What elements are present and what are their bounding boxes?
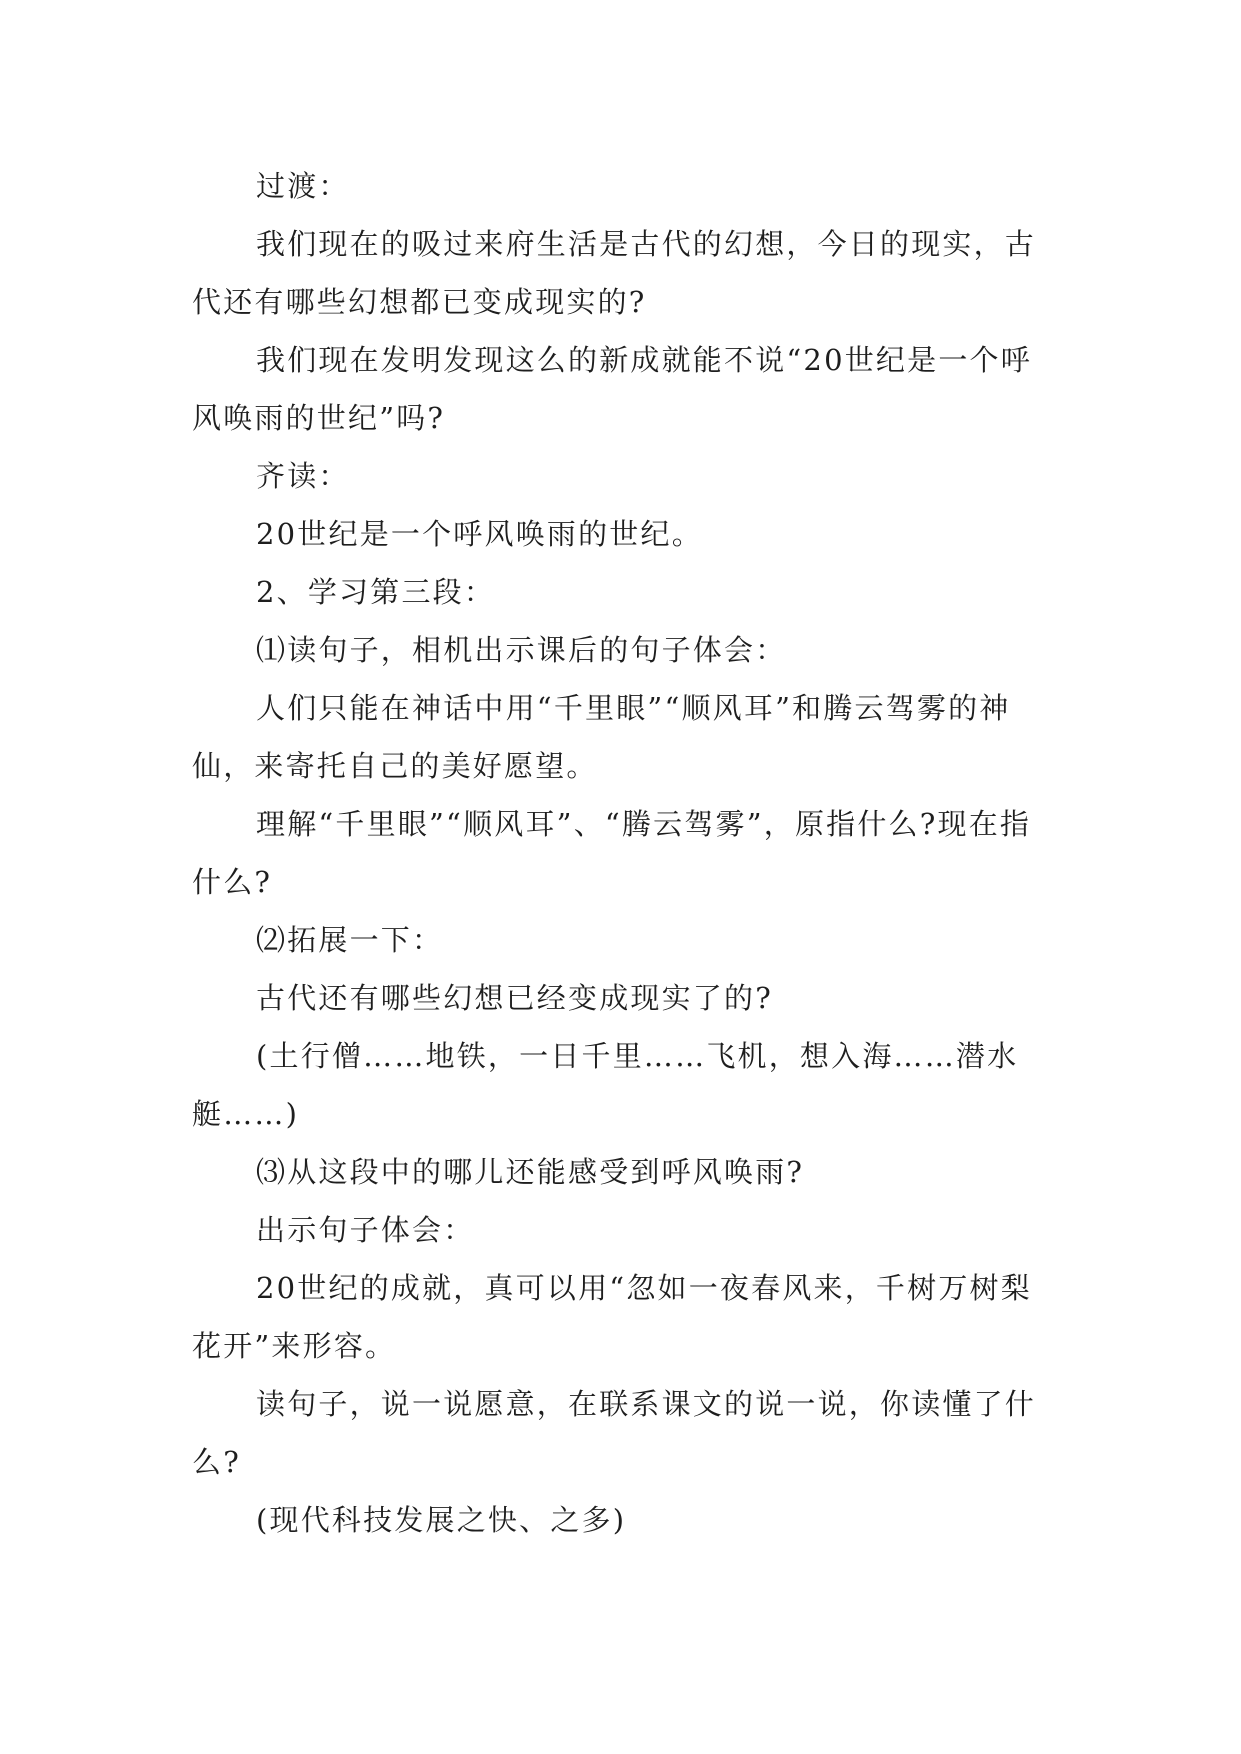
paragraph-myth-sentence: 人们只能在神话中用“千里眼”“顺风耳”和腾云驾雾的神仙，来寄托自己的美好愿望。 <box>192 691 1011 783</box>
paragraph-century-statement: 20世纪是一个呼风唤雨的世纪。 <box>256 517 703 551</box>
paragraph-examples: (土行僧……地铁，一日千里……飞机，想入海……潜水艇……) <box>192 1039 1019 1131</box>
paragraph-ancient-fantasies: 古代还有哪些幻想已经变成现实了的? <box>256 981 773 1015</box>
paragraph-fantasy-reality: 我们现在的吸过来府生活是古代的幻想，今日的现实，古代还有哪些幻想都已变成现实的? <box>192 227 1037 319</box>
paragraph-read-discuss: 读句子，说一说愿意，在联系课文的说一说，你读懂了什么? <box>192 1387 1037 1479</box>
document-body <box>192 157 1062 1549</box>
paragraph-show-sentence-label: 出示句子体会： <box>256 1213 475 1247</box>
paragraph-understand-terms: 理解“千里眼”“顺风耳”、“腾云驾雾”，原指什么?现在指什么? <box>192 807 1032 899</box>
paragraph-transition-label: 过渡： <box>256 169 350 203</box>
paragraph-read-together-label: 齐读： <box>256 459 350 493</box>
paragraph-section-heading: 2、学习第三段： <box>256 575 496 609</box>
paragraph-step-3: ⑶从这段中的哪儿还能感受到呼风唤雨? <box>256 1155 805 1189</box>
paragraph-poem-sentence: 20世纪的成就，真可以用“忽如一夜春风来，千树万树梨花开”来形容。 <box>192 1271 1032 1363</box>
paragraph-new-achievements: 我们现在发明发现这么的新成就能不说“20世纪是一个呼风唤雨的世纪”吗? <box>192 343 1032 435</box>
paragraph-step-1: ⑴读句子，相机出示课后的句子体会： <box>256 633 787 667</box>
paragraph-step-2: ⑵拓展一下： <box>256 923 444 957</box>
paragraph-conclusion: (现代科技发展之快、之多) <box>256 1503 627 1537</box>
